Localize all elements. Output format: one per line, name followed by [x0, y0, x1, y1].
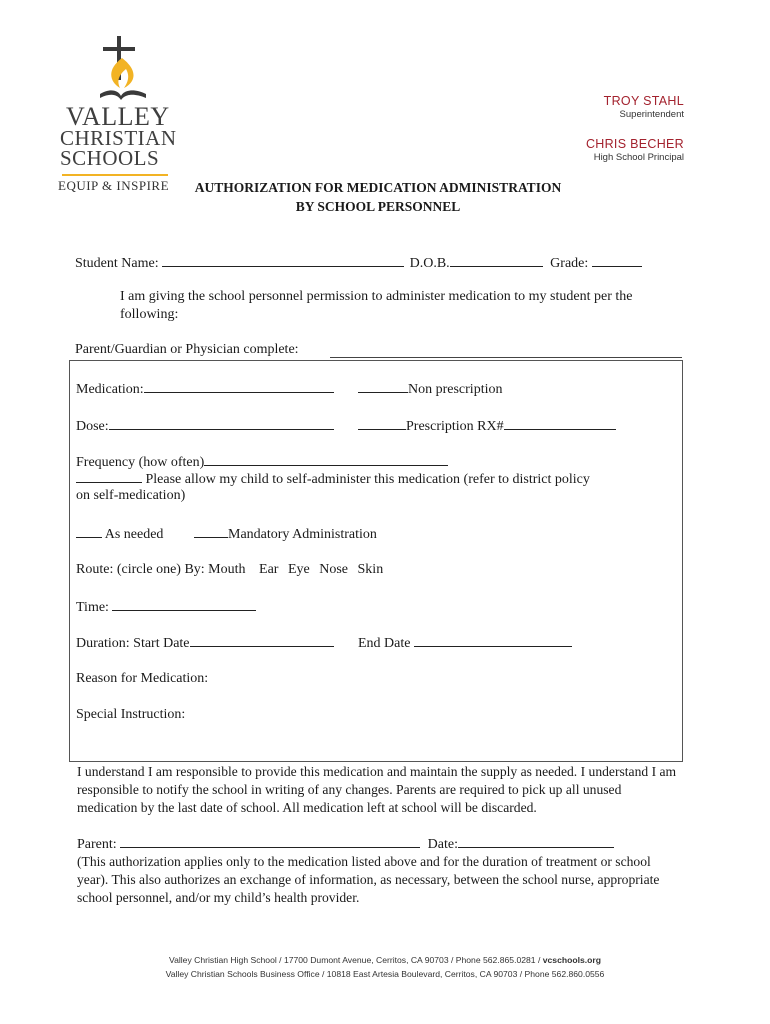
grade-field[interactable]: [592, 254, 642, 267]
parent-row: [77, 835, 614, 853]
form-title-line1: AUTHORIZATION FOR MEDICATION ADMINISTRATION: [194, 180, 562, 195]
time-field[interactable]: [112, 598, 256, 611]
date-label: Date:: [427, 837, 458, 852]
parent-signature-field[interactable]: [120, 835, 420, 848]
self-admin-blank[interactable]: [76, 470, 142, 483]
footer-address-hs: Valley Christian High School / 17700 Dumont Avenue, Cerritos, CA 90703 / Phone 562.865.0281 /: [168, 955, 541, 965]
nonprescription-row: [358, 380, 502, 398]
frequency-field[interactable]: [204, 453, 448, 466]
nonprescription-blank[interactable]: [358, 380, 408, 393]
frequency-label: Frequency (how often): [76, 455, 205, 470]
intro-text: I am giving the school personnel permission to administer medication to my student per the following:: [120, 289, 633, 322]
nonprescription-label: Non prescription: [408, 382, 503, 397]
mandatory-label: Mandatory Administration: [228, 527, 377, 542]
cross-flame-book-icon: [94, 36, 154, 106]
self-admin-text: Please allow my child to self-administer this medication (refer to district policy: [145, 472, 590, 487]
school-logo: [58, 36, 186, 206]
medication-label: Medication:: [76, 382, 144, 397]
footer-line2: Valley Christian Schools Business Office / 10818 East Artesia Boulevard, Cerritos, CA 90703 / Phone 562.860.0556: [165, 969, 605, 979]
as-needed-row: [76, 525, 163, 543]
logo-word-christian: CHRISTIAN: [60, 126, 177, 150]
logo-divider: [62, 174, 168, 176]
start-date-field[interactable]: [190, 634, 334, 647]
frequency-row: [76, 453, 448, 471]
prescription-blank[interactable]: [358, 417, 406, 430]
student-row: [75, 254, 642, 272]
staff-title: High School Principal: [593, 152, 684, 163]
prescription-number-field[interactable]: [504, 417, 616, 430]
logo-word-valley: VALLEY: [66, 102, 170, 131]
route-option-nose[interactable]: Nose: [319, 562, 349, 577]
as-needed-label: As needed: [104, 527, 164, 542]
prescription-label: Prescription RX#: [406, 419, 504, 434]
dose-row: [76, 417, 334, 435]
footer-line1: [100, 953, 670, 967]
footer-website-link[interactable]: vcschools.org: [542, 955, 602, 965]
responsibility-text: I understand I am responsible to provide this medication and maintain the supply as needed. I understand I am responsible to notify the school in writing of any changes. Parents are required to pick up all unused medication by the last date of school. All medication left at school will be discarded.: [77, 764, 677, 815]
form-title-line2: BY SCHOOL PERSONNEL: [295, 199, 461, 214]
prescription-row: [358, 417, 616, 435]
duration-row: [76, 634, 334, 652]
special-instruction-label: Special Instruction:: [76, 707, 186, 722]
parent-label: Parent:: [77, 837, 117, 852]
start-date-label: Duration: Start Date: [76, 636, 190, 651]
route-option-eye[interactable]: Eye: [287, 562, 310, 577]
route-row: [76, 562, 383, 578]
dob-label: D.O.B.: [409, 256, 450, 271]
parent-date-field[interactable]: [458, 835, 614, 848]
self-admin-row: [76, 470, 590, 488]
footer: [100, 953, 670, 981]
mandatory-blank[interactable]: [194, 525, 228, 538]
authorization-text: (This authorization applies only to the medication listed above and for the duration of treatment or school year). This also authorizes an exchange of information, as necessary, between the school nurse, appropriate school personnel, and/or my child’s health provider.: [77, 854, 660, 905]
student-name-field[interactable]: [162, 254, 404, 267]
mandatory-row: [194, 525, 377, 543]
medication-row: [76, 380, 334, 398]
staff-title: Superintendent: [619, 109, 684, 120]
dob-field[interactable]: [450, 254, 543, 267]
logo-tagline: EQUIP & INSPIRE: [58, 178, 170, 193]
as-needed-blank[interactable]: [76, 525, 102, 538]
staff-block: [484, 94, 684, 163]
reason-label: Reason for Medication:: [76, 671, 209, 686]
staff-name: TROY STAHL: [603, 94, 684, 108]
staff-name: CHRIS BECHER: [585, 137, 684, 151]
logo-word-schools: SCHOOLS: [60, 146, 160, 170]
complete-label: Parent/Guardian or Physician complete:: [75, 342, 299, 357]
dose-label: Dose:: [76, 419, 109, 434]
end-date-row: [358, 634, 572, 652]
end-date-label: End Date: [358, 636, 411, 651]
time-label: Time:: [76, 600, 109, 615]
route-label: Route: (circle one) By: Mouth: [76, 562, 246, 577]
route-option-skin[interactable]: Skin: [357, 562, 384, 577]
dose-field[interactable]: [109, 417, 334, 430]
self-admin-text-cont: on self-medication): [76, 488, 186, 503]
route-option-ear[interactable]: Ear: [259, 562, 279, 577]
complete-rule: [330, 357, 682, 358]
medication-field[interactable]: [144, 380, 334, 393]
end-date-field[interactable]: [414, 634, 572, 647]
time-row: [76, 598, 256, 616]
form-title: [180, 178, 576, 216]
grade-label: Grade:: [550, 256, 589, 271]
student-name-label: Student Name:: [75, 256, 159, 271]
